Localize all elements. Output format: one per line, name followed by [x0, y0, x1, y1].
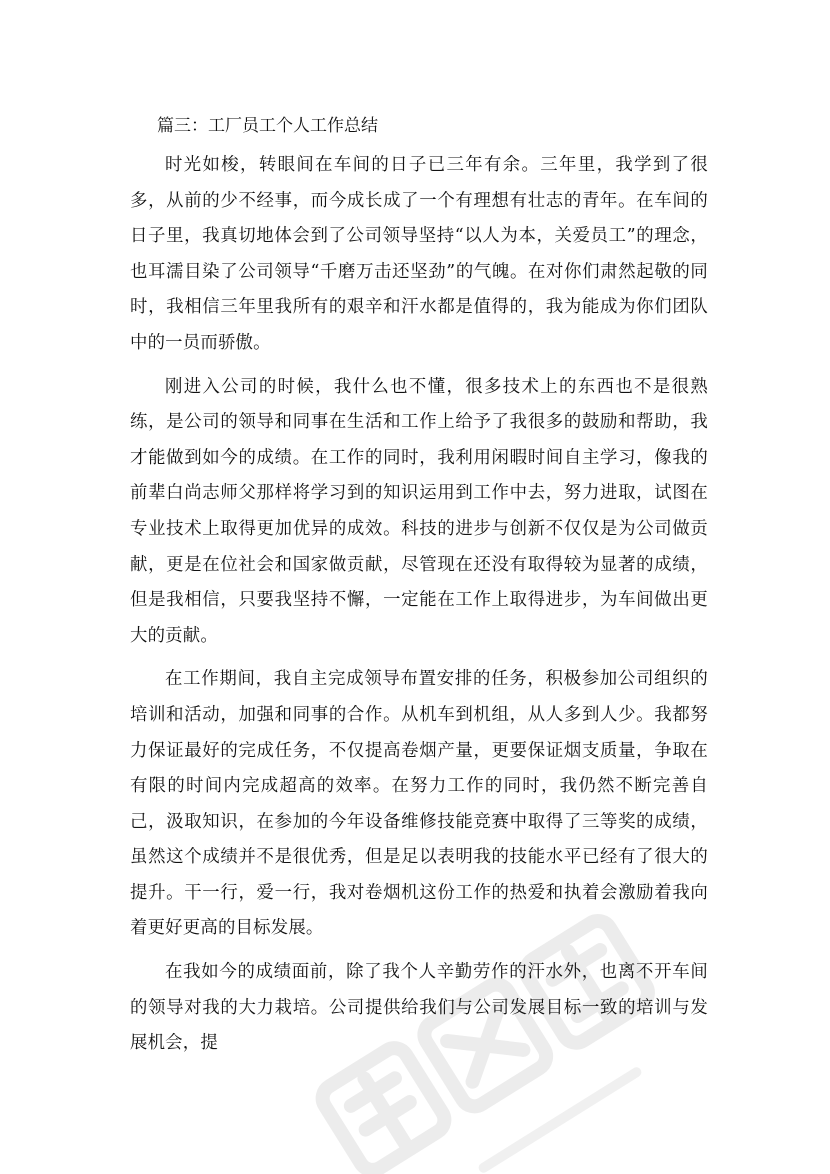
document-title: 篇三：工厂员工个人工作总结	[157, 116, 378, 136]
paragraph-4: 在我如今的成绩面前，除了我个人辛勤劳作的汗水外，也离不开车间的领导对我的大力栽培。公司提供给我们与公司发展目标一致的培训与发展机会，提	[130, 962, 708, 1054]
document-body	[130, 108, 708, 1070]
paragraph-1: 时光如梭，转眼间在车间的日子已三年有余。三年里，我学到了很多，从前的少不经事，而今成长成了一个有理想有壮志的青年。在车间的日子里，我真切地体会到了公司领导坚持“以人为本，关爱员工”的理念，也耳濡目染了公司领导“千磨万击还坚劲”的气魄。在对你们肃然起敬的同时，我相信三年里我所有的艰辛和汗水都是值得的，我为能成为你们团队中的一员而骄傲。	[130, 155, 708, 353]
paragraph-3: 在工作期间，我自主完成领导布置安排的任务，积极参加公司组织的培训和活动，加强和同事的合作。从机车到机组，从人多到人少。我都努力保证最好的完成任务，不仅提高卷烟产量，更要保证烟支质量，争取在有限的时间内完成超高的效率。在努力工作的同时，我仍然不断完善自己，汲取知识，在参加的今年设备维修技能竞赛中取得了三等奖的成绩，虽然这个成绩并不是很优秀，但是足以表明我的技能水平已经有了很大的提升。干一行，爱一行，我对卷烟机这份工作的热爱和执着会激励着我向着更好更高的目标发展。	[130, 669, 708, 939]
paragraph-2: 刚进入公司的时候，我什么也不懂，很多技术上的东西也不是很熟练，是公司的领导和同事在生活和工作上给予了我很多的鼓励和帮助，我才能做到如今的成绩。在工作的同时，我利用闲暇时间自主学习，像我的前辈白尚志师父那样将学习到的知识运用到工作中去，努力进取，试图在专业技术上取得更加优异的成效。科技的进步与创新不仅仅是为公司做贡献，更是在位社会和国家做贡献，尽管现在还没有取得较为显著的成绩，但是我相信，只要我坚持不懈，一定能在工作上取得进步，为车间做出更大的贡献。	[130, 376, 708, 646]
